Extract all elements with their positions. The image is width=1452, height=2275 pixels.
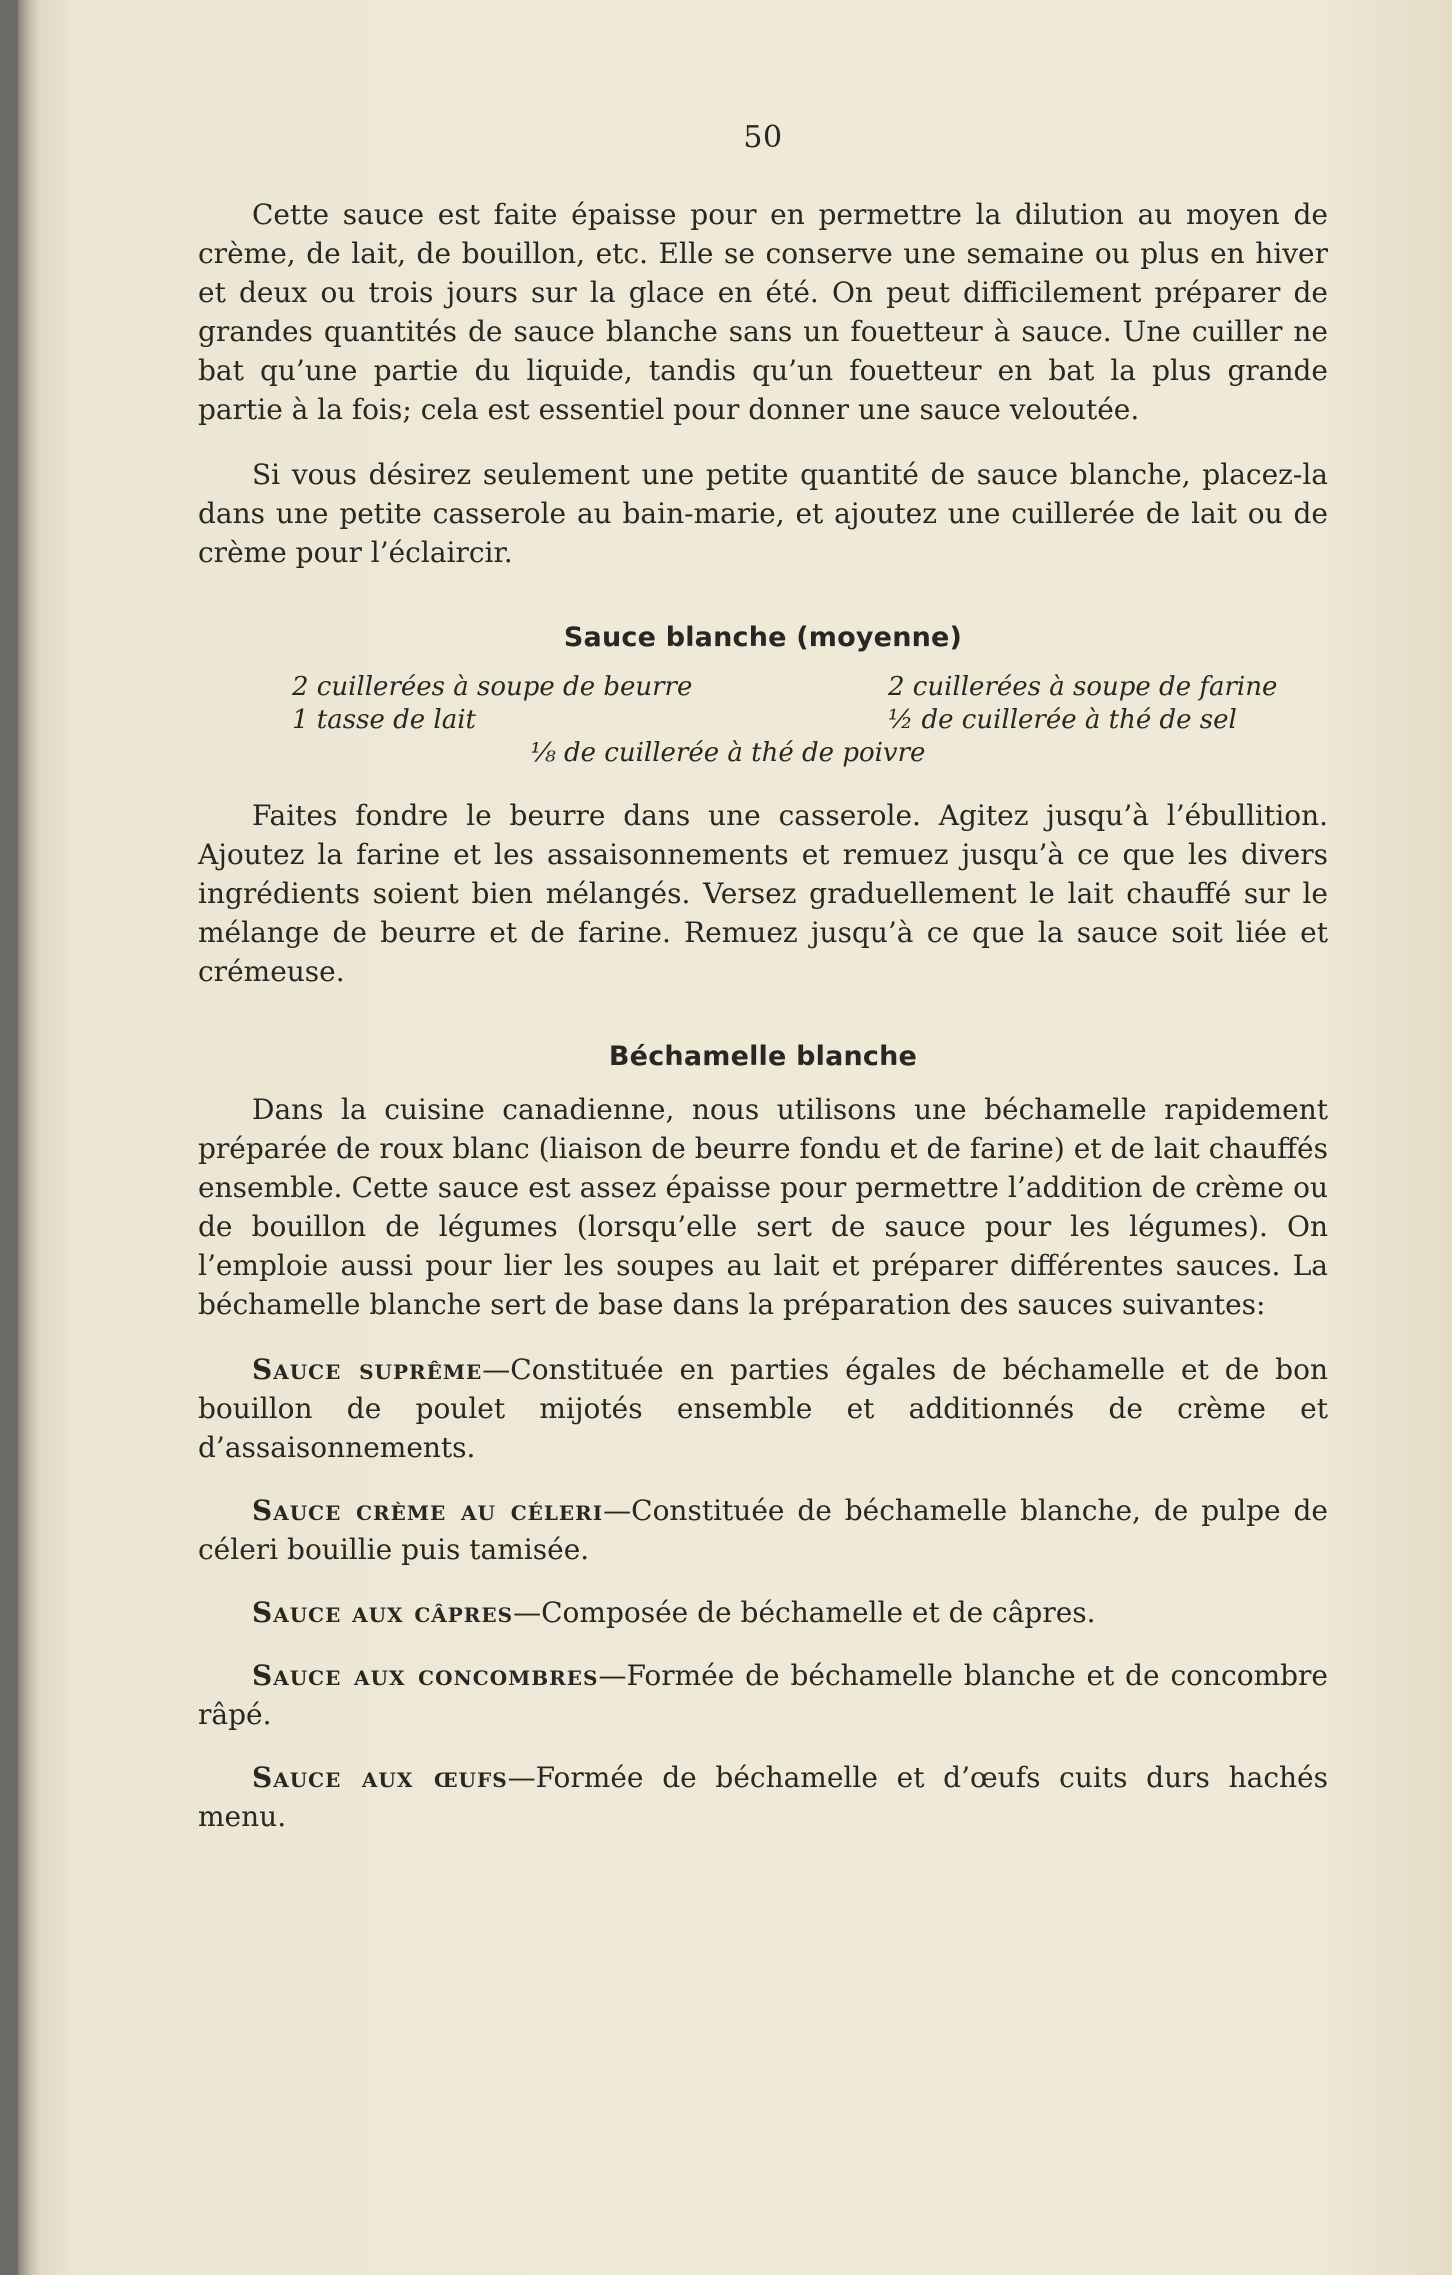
page-number: 50 — [743, 120, 783, 155]
sauce-description: —Constituée de béchamelle blanche, de pulpe de céleri bouillie puis tamisée. — [198, 1494, 1329, 1566]
intro-paragraph-1: Cette sauce est faite épaisse pour en permettre la dilution au moyen de crème, de lait, de bouillon, etc. Elle se conserve une semaine ou plus en hiver et deux ou trois jours sur la glace en été. On peut difficilement préparer de grandes quantités de sauce blanche sans un fouetteur à sauce. Une cuiller ne bat qu’une partie du liquide, tandis qu’un fouetteur en bat la plus grande partie à la fois; cela est essentiel pour donner une sauce veloutée. — [198, 198, 1328, 426]
sauce-item — [198, 1758, 1328, 1836]
sauce-item — [198, 1350, 1328, 1467]
sauce-name: Sauce crème au céleri — [252, 1494, 604, 1527]
sauce-description: —Formée de béchamelle blanche et de concombre râpé. — [198, 1659, 1328, 1731]
ingredient-flour: 2 cuillerées à soupe de farine — [888, 672, 1278, 702]
sauce-name: Sauce aux œufs — [252, 1761, 508, 1794]
sauce-item — [198, 1593, 1328, 1632]
intro-paragraph-2: Si vous désirez seulement une petite quantité de sauce blanche, placez-la dans une petite casserole au bain-marie, et ajoutez une cuillerée de lait ou de crème pour l’éclaircir. — [198, 458, 1328, 569]
page-content — [198, 120, 1328, 1860]
ingredient-row — [198, 671, 1328, 704]
sauce-name: Sauce aux câpres — [252, 1596, 514, 1629]
sauce-name: Sauce aux concombres — [252, 1659, 599, 1692]
sauce-description: —Formée de béchamelle et d’œufs cuits durs hachés menu. — [198, 1761, 1328, 1833]
recipe-method: Faites fondre le beurre dans une casserole. Agitez jusqu’à l’ébullition. Ajoutez la farine et les assaisonnements et remuez jusqu’à ce que les divers ingrédients soient bien mélangés. Versez graduellement le lait chauffé sur le mélange de beurre et de farine. Remuez jusqu’à ce que la sauce soit liée et crémeuse. — [198, 799, 1328, 988]
ingredient-pepper: ⅛ de cuillerée à thé de poivre — [530, 738, 926, 768]
book-page — [18, 0, 1452, 2275]
bechamel-intro: Dans la cuisine canadienne, nous utilisons une béchamelle rapidement préparée de roux blanc (liaison de beurre fondu et de farine) et de lait chauffés ensemble. Cette sauce est assez épaisse pour permettre l’addition de crème ou de bouillon de légumes (lorsqu’elle sert de sauce pour les légumes). On l’emploie aussi pour lier les soupes au lait et préparer différentes sauces. La béchamelle blanche sert de base dans la préparation des sauces suivantes: — [198, 1093, 1328, 1321]
sauce-description: —Composée de béchamelle et de câpres. — [513, 1596, 1096, 1629]
ingredient-milk: 1 tasse de lait — [292, 705, 476, 735]
ingredient-row — [198, 704, 1328, 737]
binding-shadow — [18, 0, 40, 2275]
ingredient-list — [198, 671, 1328, 770]
sauce-item — [198, 1491, 1328, 1569]
sauce-item — [198, 1656, 1328, 1734]
recipe-title: Sauce blanche (moyenne) — [563, 622, 963, 653]
bechamel-title: Béchamelle blanche — [608, 1041, 918, 1072]
ingredient-salt: ½ de cuillerée à thé de sel — [888, 705, 1237, 735]
sauce-name: Sauce suprême — [252, 1353, 483, 1386]
sauce-description: —Constituée en parties égales de béchamelle et de bon bouillon de poulet mijotés ensemble et additionnés de crème et d’assaisonnements. — [198, 1353, 1329, 1464]
ingredient-butter: 2 cuillerées à soupe de beurre — [292, 672, 693, 702]
